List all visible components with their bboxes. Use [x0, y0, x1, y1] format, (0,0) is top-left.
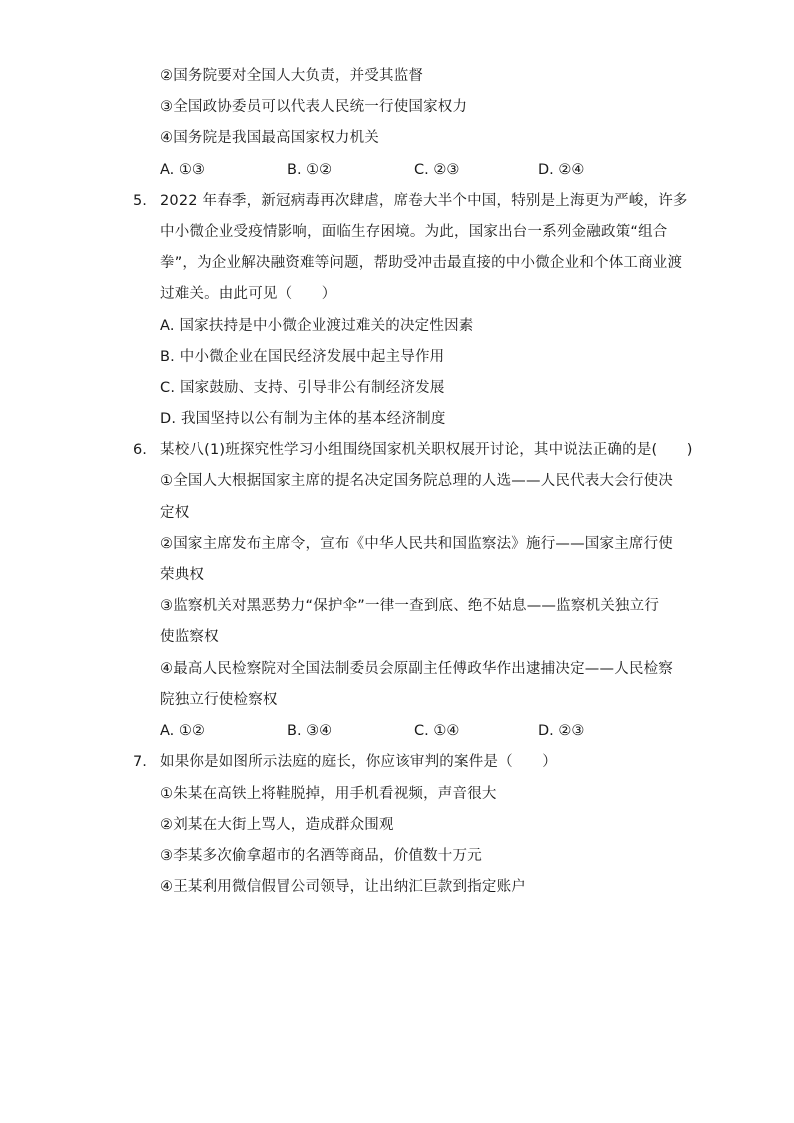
q7-line-4: ④王某利用微信假冒公司领导，让出纳汇巨款到指定账户	[160, 879, 526, 895]
q6-option-a[interactable]: A. ①②	[160, 723, 205, 739]
q4-option-c[interactable]: C. ②③	[414, 162, 460, 178]
q5-option-a[interactable]: A. 国家扶持是中小微企业渡过难关的决定性因素	[160, 318, 474, 334]
q6-line-8: 院独立行使检察权	[160, 692, 278, 708]
q5-option-d[interactable]: D. 我国坚持以公有制为主体的基本经济制度	[160, 411, 446, 427]
q5-stem-line-3: 拳”，为企业解决融资难等问题，帮助受冲击最直接的中小微企业和个体工商业渡	[160, 255, 683, 271]
q5-stem-line-1: 2022 年春季，新冠病毒再次肆虐，席卷大半个中国，特别是上海更为严峻，许多	[160, 193, 688, 209]
q6-line-7: ④最高人民检察院对全国法制委员会原副主任傅政华作出逮捕决定——人民检察	[160, 661, 673, 677]
q5-option-c[interactable]: C. 国家鼓励、支持、引导非公有制经济发展	[160, 380, 445, 396]
q4-option-a[interactable]: A. ①③	[160, 162, 205, 178]
q6-option-b[interactable]: B. ③④	[287, 723, 333, 739]
q6-line-2: 定权	[160, 505, 190, 521]
q6-stem: 某校八(1)班探究性学习小组围绕国家机关职权展开讨论，其中说法正确的是( )	[160, 442, 693, 458]
q6-option-c[interactable]: C. ①④	[414, 723, 460, 739]
q7-line-1: ①朱某在高铁上将鞋脱掉，用手机看视频，声音很大	[160, 786, 497, 802]
q5-stem-line-4: 过难关。由此可见（ ）	[160, 286, 337, 302]
q5-number: 5.	[133, 193, 147, 209]
q4-option-b[interactable]: B. ①②	[287, 162, 333, 178]
q6-option-d[interactable]: D. ②③	[538, 723, 585, 739]
q6-line-6: 使监察权	[160, 629, 219, 645]
q7-stem: 如果你是如图所示法庭的庭长，你应该审判的案件是（ ）	[160, 754, 557, 770]
q4-option-d[interactable]: D. ②④	[538, 162, 585, 178]
q6-line-3: ②国家主席发布主席令，宣布《中华人民共和国监察法》施行——国家主席行使	[160, 536, 673, 552]
q7-line-3: ③李某多次偷拿超市的名酒等商品，价值数十万元	[160, 848, 482, 864]
q7-number: 7.	[133, 754, 147, 770]
q6-line-1: ①全国人大根据国家主席的提名决定国务院总理的人选——人民代表大会行使决	[160, 473, 673, 489]
q6-number: 6.	[133, 442, 147, 458]
q5-stem-line-2: 中小微企业受疫情影响，面临生存困境。为此，国家出台一系列金融政策“组合	[160, 224, 668, 240]
q5-option-b[interactable]: B. 中小微企业在国民经济发展中起主导作用	[160, 349, 445, 365]
q6-line-5: ③监察机关对黑恶势力“保护伞”一律一查到底、绝不姑息——监察机关独立行	[160, 598, 660, 614]
q6-line-4: 荣典权	[160, 567, 205, 583]
q4-statement-3: ③全国政协委员可以代表人民统一行使国家权力	[160, 99, 468, 115]
q4-statement-4: ④国务院是我国最高国家权力机关	[160, 130, 379, 146]
q7-line-2: ②刘某在大街上骂人，造成群众围观	[160, 817, 394, 833]
q4-statement-2: ②国务院要对全国人大负责，并受其监督	[160, 68, 424, 84]
